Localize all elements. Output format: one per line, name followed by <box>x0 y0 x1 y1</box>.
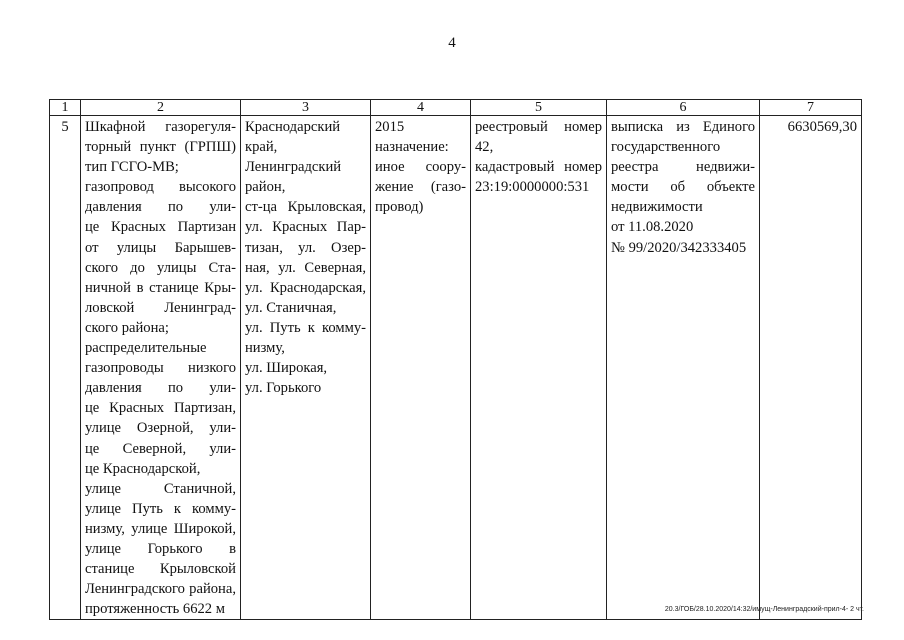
page-number: 4 <box>448 35 456 51</box>
header-col-1: 1 <box>50 100 81 116</box>
col6-line: государственного <box>611 139 721 156</box>
col3-line: ул. Красных Пар- <box>245 219 366 236</box>
col2-line: распределительные <box>85 340 207 357</box>
col2-line: станице Крыловской <box>85 561 236 578</box>
footer-reference: 20.3/ГОБ/28.10.2020/14:32/имущ-Ленинградский-прил-4- 2 чт. <box>664 606 864 613</box>
header-col-7: 7 <box>760 100 862 116</box>
col3-line: ул. Широкая, <box>245 360 328 377</box>
col2-line: Ленинградского района, <box>85 581 236 598</box>
object-address <box>241 116 371 620</box>
col2-line: це Красных Партизан, <box>85 400 236 417</box>
col3-line: ул. Краснодарская, <box>245 279 366 296</box>
col2-line: це Красных Партизан <box>85 219 236 236</box>
col2-line: це Северной, ули- <box>85 440 236 457</box>
col2-line: протяженность 6622 м <box>85 601 225 618</box>
object-purpose <box>371 116 471 620</box>
col3-line: Краснодарский <box>245 119 341 135</box>
col4-line: 2015 <box>375 119 405 135</box>
col6-line: недвижимости <box>611 199 703 216</box>
registry-extract <box>607 116 760 620</box>
object-value: 6630569,30 <box>760 116 862 620</box>
col2-line: от улицы Барышев- <box>85 239 236 256</box>
row-number: 5 <box>50 116 81 620</box>
property-table <box>49 99 862 620</box>
col2-line: Шкафной газорегуля- <box>85 119 236 135</box>
col2-line: газопроводы низкого <box>85 360 236 377</box>
object-address-text <box>245 117 366 398</box>
col2-line: ского до улицы Ста- <box>85 259 236 276</box>
col3-line: ул. Горького <box>245 380 322 397</box>
header-col-3: 3 <box>241 100 371 116</box>
col3-line: район, <box>245 179 286 196</box>
registry-numbers-text <box>475 117 602 197</box>
header-col-4: 4 <box>371 100 471 116</box>
col6-line: № 99/2020/342333405 <box>611 239 747 256</box>
col6-line: от 11.08.2020 <box>611 219 694 236</box>
col3-line: тизан, ул. Озер- <box>245 239 366 256</box>
header-col-5: 5 <box>471 100 607 116</box>
col6-line: реестра недвижи- <box>611 159 755 176</box>
col2-line: газопровод высокого <box>85 179 236 196</box>
col3-line: ная, ул. Северная, <box>245 259 366 276</box>
col2-line: тип ГСГО-МВ; <box>85 159 179 176</box>
col2-line: ничной в станице Кры- <box>85 279 236 296</box>
col2-line: улице Станичной, <box>85 480 236 497</box>
col2-line: ского района; <box>85 319 169 336</box>
col4-line: жение (газо- <box>375 179 466 196</box>
col3-line: ул. Путь к комму- <box>245 319 366 336</box>
col3-line: край, <box>245 139 278 156</box>
col2-line: улице Путь к комму- <box>85 500 236 517</box>
col2-line: низму, улице Широкой, <box>85 520 236 537</box>
table-row <box>50 116 862 620</box>
col2-line: це Краснодарской, <box>85 460 201 477</box>
col3-line: низму, <box>245 340 285 357</box>
col3-line: ул. Станичная, <box>245 299 337 316</box>
col3-line: ст-ца Крыловская, <box>245 199 366 216</box>
header-col-6: 6 <box>607 100 760 116</box>
col6-line: мости об объекте <box>611 179 755 196</box>
col5-line: 23:19:0000000:531 <box>475 179 590 196</box>
col5-line: кадастровый номер <box>475 159 602 176</box>
col4-line: иное соору- <box>375 159 466 176</box>
col3-line: Ленинградский <box>245 159 342 176</box>
header-col-2: 2 <box>81 100 241 116</box>
col4-line: назначение: <box>375 139 449 156</box>
header-row <box>50 100 862 116</box>
col2-line: ловской Ленинград- <box>85 299 236 316</box>
object-description-text <box>85 117 236 619</box>
object-description <box>81 116 241 620</box>
col6-line: выписка из Единого <box>611 119 755 135</box>
registry-numbers <box>471 116 607 620</box>
col5-line: 42, <box>475 139 494 156</box>
col2-line: давления по ули- <box>85 199 236 216</box>
col5-line: реестровый номер <box>475 119 602 135</box>
col2-line: улице Озерной, ули- <box>85 420 236 437</box>
registry-extract-text <box>611 117 755 258</box>
col4-line: провод) <box>375 199 424 216</box>
object-purpose-text <box>375 117 466 217</box>
col2-line: торный пункт (ГРПШ) <box>85 139 236 156</box>
col2-line: улице Горького в <box>85 540 236 557</box>
col2-line: давления по ули- <box>85 380 236 397</box>
